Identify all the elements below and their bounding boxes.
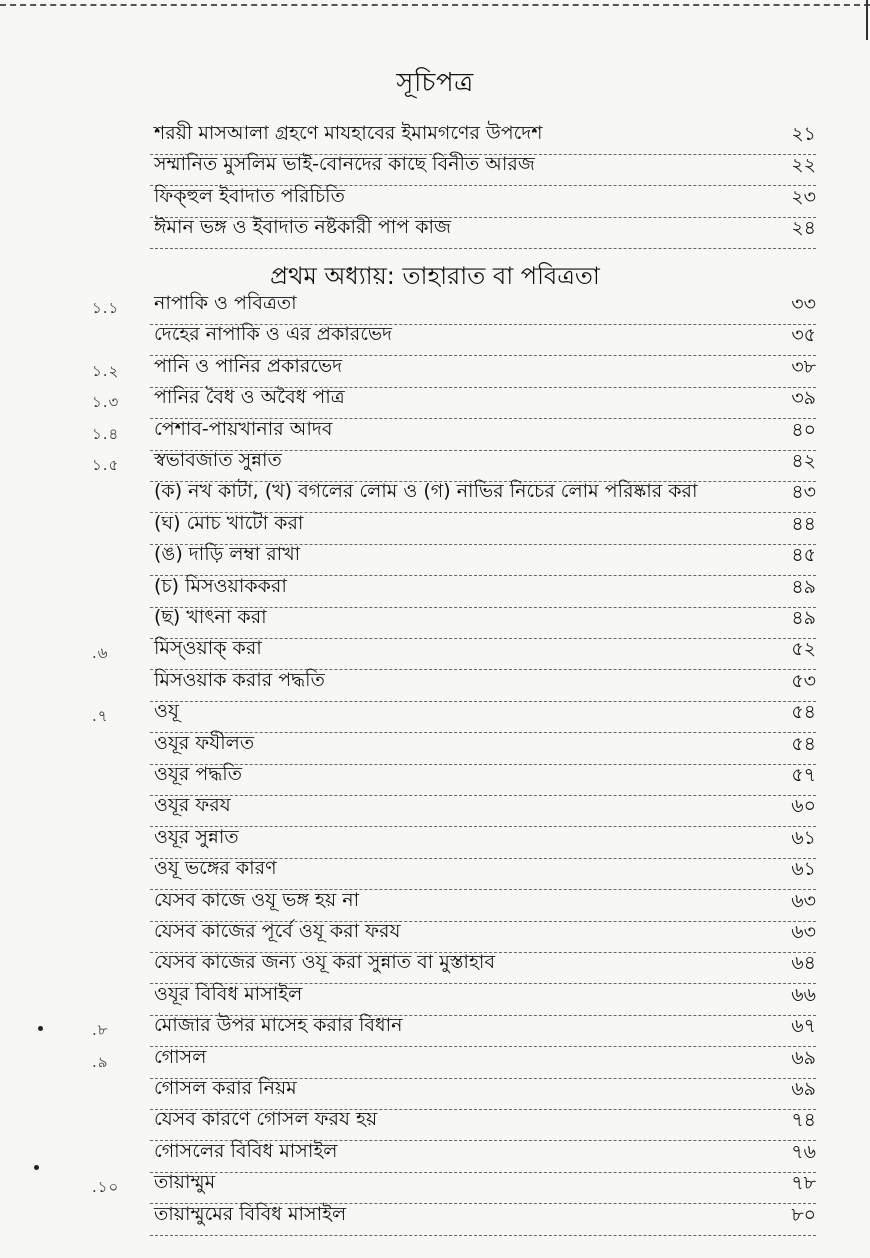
toc-entry-title: (ক) নখ কাটা, (খ) বগলের লোম ও (গ) নাভির নিচের লোম পরিষ্কার করা — [154, 480, 698, 503]
toc-entry — [150, 796, 816, 827]
toc-entry-title: স্বভাবজাত সুন্নাত — [154, 449, 282, 471]
toc-entry-title: পানি ও পানির প্রকারভেদ — [154, 354, 343, 377]
toc-page-number: ২২ — [791, 154, 816, 177]
toc-page-number: ৬৯ — [791, 1046, 816, 1069]
toc-entry-title: মিস্‌ওয়াক্‌ করা — [154, 637, 262, 660]
section-number: ১.৩ — [92, 393, 120, 412]
section-number: .৯ — [92, 1052, 109, 1071]
toc-entry-title: পানির বৈধ ও অবৈধ পাত্র — [154, 386, 345, 409]
toc-entry-title: যেসব কারণে গোসল ফরয হয় — [154, 1108, 378, 1131]
toc-entry-title: (ঙ) দাড়ি লম্বা রাখা — [154, 543, 301, 566]
toc-page-number: ৪২ — [791, 450, 816, 472]
toc-entry-title: ওযূ — [154, 700, 179, 723]
toc-entry-title: ওযূর পদ্ধতি — [154, 763, 242, 785]
toc-page-number: ২৪ — [791, 217, 816, 240]
toc-page-number: ৪৯ — [791, 607, 816, 629]
toc-page-number: ৮০ — [791, 1203, 816, 1226]
toc-entry-title: ওযূর ফরয — [154, 794, 231, 817]
toc-entry — [150, 1139, 816, 1173]
toc-entry-title: সম্মানিত মুসলিম ভাই-বোনদের কাছে বিনীত আরজ — [154, 153, 535, 176]
toc-entry-title: (ছ) খাৎনা করা — [154, 606, 267, 628]
section-number: ১.৫ — [92, 456, 120, 474]
toc-page-number: ৫৭ — [791, 764, 816, 786]
page-edge-mark — [866, 0, 868, 40]
toc-page-number: ৬৬ — [791, 983, 816, 1006]
section-number: ১.১ — [92, 299, 120, 317]
toc-entry-title: মিসওয়াক করার পদ্ধতি — [154, 668, 325, 691]
toc-page-number: ৫৪ — [791, 701, 816, 724]
toc-entry-title: গোসলের বিবিধ মাসাইল — [154, 1139, 338, 1162]
section-number: .৮ — [92, 1021, 109, 1040]
toc-page-number: ৭৬ — [791, 1140, 816, 1163]
toc-entry-title: যেসব কাজের জন্য ওযূ করা সুন্নাত বা মুস্তাহাব — [154, 951, 496, 974]
section-number: .৭ — [92, 707, 109, 726]
toc-entry-title: তায়াম্মুমের বিবিধ মাসাইল — [154, 1202, 347, 1225]
toc-page-number: ৫৪ — [791, 732, 816, 755]
toc-entry-title: গোসল করার নিয়ম — [154, 1077, 297, 1099]
toc-entry-title: শরয়ী মাসআলা গ্রহণে মাযহাবের ইমামগণের উপদেশ — [154, 122, 543, 144]
toc-entry — [150, 668, 816, 702]
toc-entry-title: পেশাব-পায়খানার আদব — [154, 417, 333, 440]
toc-entry — [92, 1014, 816, 1047]
chapter-heading: প্রথম অধ্যায়: তাহারাত বা পবিত্রতা — [270, 262, 600, 290]
toc-entry-title: মোজার উপর মাসেহ করার বিধান — [154, 1014, 403, 1037]
section-number: .১০ — [92, 1178, 120, 1197]
toc-entry-title: (ঘ) মোচ খাটো করা — [154, 511, 304, 534]
toc-entry-title: ওযূর সুন্নাত — [154, 825, 239, 848]
toc-entry-title: ওযূর বিবিধ মাসাইল — [154, 982, 303, 1005]
toc-entry-title: তায়াম্মুম — [154, 1171, 216, 1194]
toc-entry-title: (চ) মিসওয়াককরা — [154, 574, 287, 597]
toc-page-number: ৭৪ — [791, 1109, 816, 1132]
section-number: ১.২ — [92, 361, 120, 380]
toc-entry — [150, 1202, 816, 1236]
toc-page-number: ৬৩ — [791, 921, 816, 943]
toc-page-number: ৪০ — [791, 418, 816, 441]
toc-page-number: ৬৯ — [791, 1078, 816, 1100]
toc-page-number: ৬১ — [791, 826, 816, 849]
toc-entry-title: দেহের নাপাকি ও এর প্রকারভেদ — [154, 323, 393, 346]
toc-page-number: ৩৫ — [791, 324, 816, 347]
toc-page-number: ২১ — [791, 123, 816, 145]
top-page-rule — [0, 4, 870, 6]
toc-page-number: ৬৪ — [791, 952, 816, 975]
toc-page-number: ৩৩ — [791, 293, 816, 315]
margin-speck — [34, 1165, 39, 1170]
toc-page-number: ৫৩ — [791, 669, 816, 692]
section-number: .৬ — [92, 644, 109, 663]
toc-entry-title: ওযূর ফযীলত — [154, 731, 255, 754]
toc-entry — [150, 218, 816, 249]
toc-page-number: ৪৩ — [791, 481, 816, 504]
toc-page-number: ২৩ — [791, 185, 816, 208]
toc-page-number: ৩৯ — [791, 387, 816, 410]
toc-page-number: ৩৮ — [791, 355, 816, 378]
toc-entry — [150, 765, 816, 796]
toc-page-number: ৬৭ — [791, 1015, 816, 1038]
toc-page-number: ৬০ — [791, 795, 816, 818]
section-number: ১.৪ — [92, 424, 120, 443]
margin-speck — [38, 1026, 43, 1031]
toc-page-number: ৪৫ — [791, 544, 816, 567]
toc-entry-title: যেসব কাজে ওযূ ভঙ্গ হয় না — [154, 888, 360, 911]
toc-entry-title: যেসব কাজের পূর্বে ওযূ করা ফরয — [154, 920, 401, 942]
page-title: সূচিপত্র — [396, 68, 474, 98]
toc-page-number: ৫২ — [791, 638, 816, 661]
toc-page-number: ৬১ — [791, 858, 816, 881]
toc-entry-title: গোসল — [154, 1045, 207, 1068]
toc-entry-title: ঈমান ভঙ্গ ও ইবাদাত নষ্টকারী পাপ কাজ — [154, 216, 452, 239]
toc-page-number: ৪৪ — [791, 512, 816, 535]
toc-page-number: ৪৯ — [791, 575, 816, 598]
toc-entry-title: ওযূ ভঙ্গের কারণ — [154, 857, 277, 880]
toc-page-number: ৬৩ — [791, 889, 816, 912]
toc-page-number: ৭৮ — [791, 1172, 816, 1195]
toc-entry — [150, 731, 816, 765]
toc-entry-title: নাপাকি ও পবিত্রতা — [154, 292, 297, 314]
toc-entry-title: ফিক্‌হুল ইবাদাত পরিচিতি — [154, 184, 345, 207]
